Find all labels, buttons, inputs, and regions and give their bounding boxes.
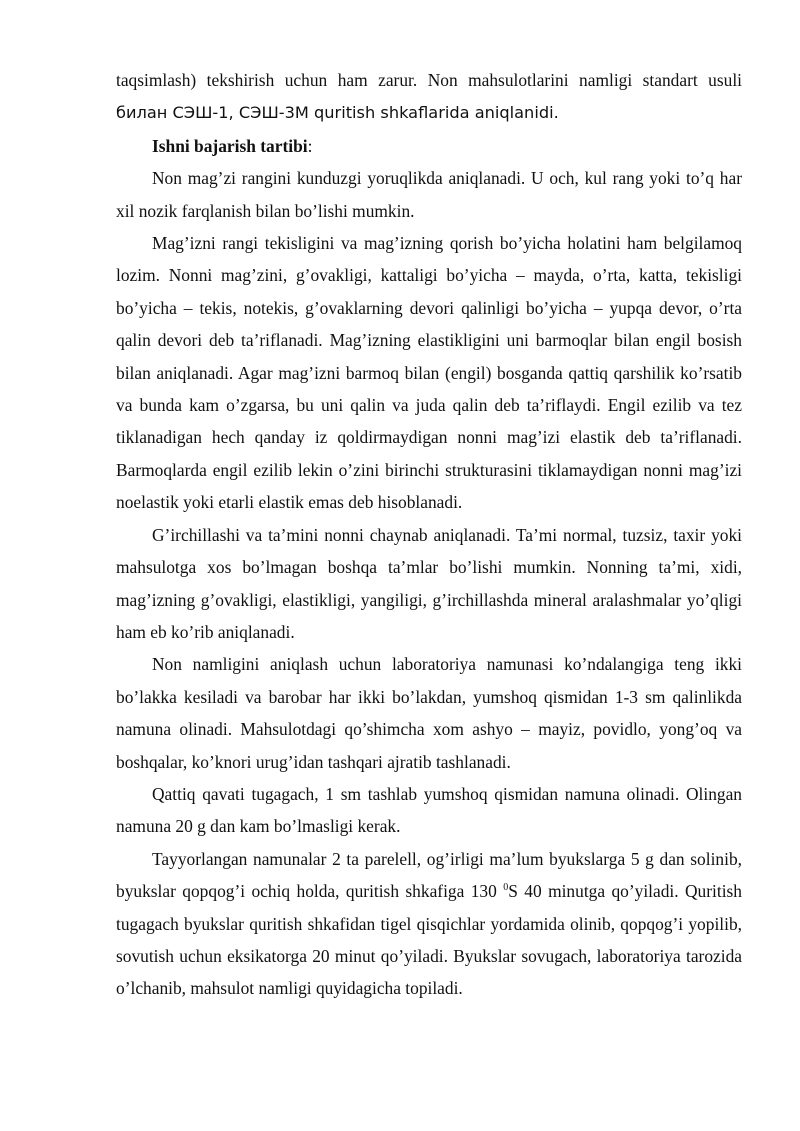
paragraph-crumb-color: Non mag’zi rangini kunduzgi yoruqlikda aniqlanadi. U och, kul rang yoki to’q har xil nozik farqlanish bilan bo’lishi mumkin. [116,168,742,221]
paragraph-sample-mass: Qattiq qavati tugagach, 1 sm tashlab yumshoq qismidan namuna olinadi. Olingan namuna 20 g dan kam bo’lmasligi kerak. [116,783,742,837]
paragraph-continuation-text: taqsimlash) tekshirish uchun ham zarur. Non mahsulotlarini namligi standart usuli [116,70,742,90]
paragraph-drying-text-b: S 40 minutga qo’yiladi. Quritish tugagach byukslar quritish shkafidan tigel qisqichlar yordamida olinib, qopqog’i yopilib, sovutish uchun eksikatorga 20 minut qo’yiladi. Byukslar sovugach, laboratoriya tarozida o’lchanib, mahsulot namligi quyidagicha topiladi. [116,881,742,999]
paragraph-drying-procedure [116,843,742,1005]
paragraph-drying-text-a: Tayyorlangan namunalar 2 ta parelell, og’irligi ma’lum byukslarga 5 g dan solinib, byukslar qopqog’i ochiq holda, quritish shkafiga 130 [116,848,742,902]
degree-superscript: 0 [503,882,509,894]
paragraph-moisture-sampling: Non namligini aniqlash uchun laboratoriya namunasi ko’ndalangiga teng ikki bo’lakka kesiladi va barobar har ikki bo’lakdan, yumshoq qismidan 1-3 sm qalinlikda namuna olinadi. Mahsulotdagi qo’shimcha xom ashyo – mayiz, povidlo, yong’oq va boshqalar, ko’knori urug’idan tashqari ajratib tashlanadi. [116,654,742,772]
paragraph-taste: G’irchillashi va ta’mini nonni chaynab aniqlanadi. Ta’mi normal, tuzsiz, taxir yoki mahsulotga xos bo’lmagan boshqa ta’mlar bo’lishi mumkin. Nonning ta’mi, xidi, mag’izning g’ovakligi, elastikligi, yangiligi, g’irchillashda mineral aralashmalar yo’qligi ham eb ko’rib aniqlanadi. [116,524,742,642]
section-heading-text: Ishni bajarish tartibi [152,135,308,156]
paragraph-continuation-cyrillic-text: билан СЭШ-1, СЭШ-3М quritish shkaflarida aniqlanidi. [116,103,559,123]
section-heading-colon: : [307,135,313,156]
paragraph-continuation [116,64,742,130]
document-page [116,64,742,1005]
section-heading [116,130,742,162]
paragraph-crumb-structure: Mag’izni rangi tekisligini va mag’izning qorish bo’yicha holatini ham belgilamoq lozim. Nonni mag’zini, g’ovakligi, kattaligi bo’yicha – mayda, o’rta, katta, tekisligi bo’yicha – tekis, notekis, g’ovaklarning devori qalinligi bo’yicha – yupqa devor, o’rta qalin devori deb ta’riflanadi. Mag’izning elastikligini uni barmoqlar bilan engil bosish bilan aniqlanadi. Agar mag’izni barmoq bilan (engil) bosganda qattiq qarshilik ko’rsatib va bunda kam o’zgarsa, bu uni qalin va juda qalin deb ta’riflaydi. Engil ezilib va tez tiklanadigan hech qanday iz qoldirmaydigan nonni mag’izi elastik deb ta’riflanadi. Barmoqlarda engil ezilib lekin o’zini birinchi strukturasini tiklamaydigan nonni mag’izi noelastik yoki etarli elastik emas deb hisoblanadi. [116,233,742,513]
